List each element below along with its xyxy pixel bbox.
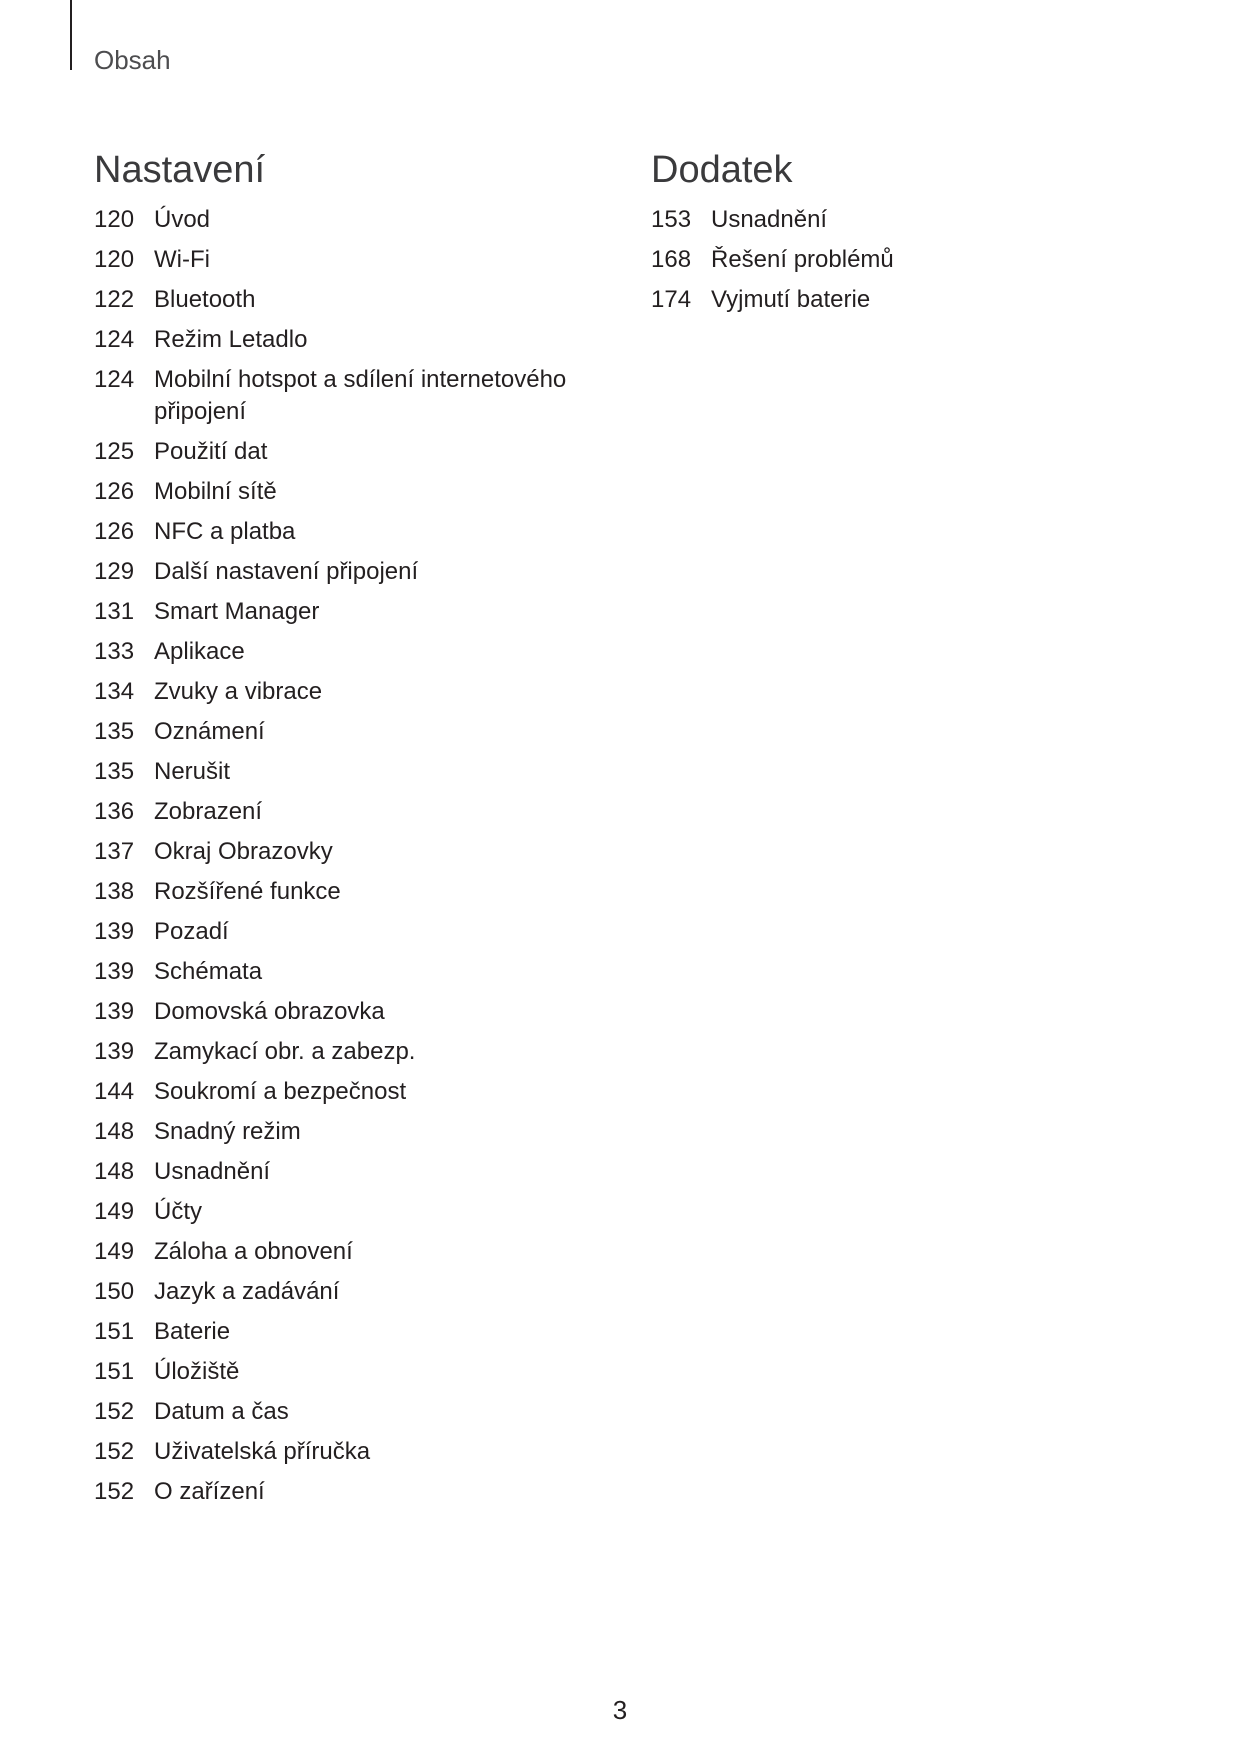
toc-entry[interactable]	[94, 676, 614, 716]
toc-entry-title: Oznámení	[154, 718, 265, 745]
toc-page-number: 149	[94, 1238, 135, 1265]
toc-entry-title: Soukromí a bezpečnost	[154, 1078, 407, 1105]
toc-entry[interactable]	[94, 596, 614, 636]
toc-entry[interactable]	[94, 1316, 614, 1356]
toc-entry-title: Účty	[154, 1198, 202, 1225]
toc-entry-title: Řešení problémů	[711, 246, 894, 273]
toc-entry[interactable]	[94, 996, 614, 1036]
section-dodatek	[651, 146, 1131, 324]
toc-entry[interactable]	[94, 364, 614, 436]
toc-entry-title: Záloha a obnovení	[154, 1238, 353, 1265]
toc-page-number: 151	[94, 1318, 135, 1345]
toc-entry-title: Režim Letadlo	[154, 326, 308, 353]
toc-entry-title: Nerušit	[154, 758, 231, 785]
toc-page-number: 135	[94, 758, 135, 785]
toc-page-number: 152	[94, 1438, 135, 1465]
toc-entry[interactable]	[94, 1436, 614, 1476]
toc-page-number: 124	[94, 366, 135, 393]
toc-page-number: 125	[94, 438, 135, 465]
toc-entry-title: NFC a platba	[154, 518, 296, 545]
toc-entry[interactable]	[94, 204, 614, 244]
toc-entry[interactable]	[94, 796, 614, 836]
toc-entry-title: Usnadnění	[711, 206, 828, 233]
toc-entry[interactable]	[94, 324, 614, 364]
toc-entry[interactable]	[651, 204, 1131, 244]
toc-entry-title: Domovská obrazovka	[154, 998, 385, 1025]
toc-entry-title: Použití dat	[154, 438, 268, 465]
toc-entry[interactable]	[94, 836, 614, 876]
toc-entry[interactable]	[94, 876, 614, 916]
toc-entry[interactable]	[651, 244, 1131, 284]
section-title: Dodatek	[651, 149, 793, 191]
toc-entry-title: Úložiště	[154, 1358, 240, 1385]
toc-entry[interactable]	[94, 516, 614, 556]
toc-entry[interactable]	[94, 956, 614, 996]
toc-entry[interactable]	[94, 1356, 614, 1396]
toc-page-number: 129	[94, 558, 135, 585]
toc-page-number: 150	[94, 1278, 135, 1305]
toc-entry-title: Mobilní sítě	[154, 478, 277, 505]
toc-entry[interactable]	[94, 284, 614, 324]
toc-page-number: 148	[94, 1158, 135, 1185]
toc-list	[94, 204, 614, 1516]
toc-entry-title: Baterie	[154, 1318, 231, 1345]
toc-entry[interactable]	[94, 1276, 614, 1316]
toc-entry[interactable]	[94, 476, 614, 516]
toc-entry[interactable]	[94, 1196, 614, 1236]
toc-entry-title: Schémata	[154, 958, 263, 985]
toc-entry-title: Mobilní hotspot a sdílení internetového připojení	[154, 366, 567, 425]
toc-entry-title: Vyjmutí baterie	[711, 286, 871, 313]
toc-entry-title: Zvuky a vibrace	[154, 678, 323, 705]
toc-entry[interactable]	[94, 1156, 614, 1196]
toc-entry[interactable]	[94, 1236, 614, 1276]
toc-page-number: 139	[94, 958, 135, 985]
toc-page-number: 120	[94, 206, 135, 233]
toc-entry-title: Zobrazení	[154, 798, 263, 825]
toc-page-number: 122	[94, 286, 135, 313]
toc-entry[interactable]	[94, 244, 614, 284]
toc-page-number: 152	[94, 1398, 135, 1425]
toc-entry-title: Rozšířené funkce	[154, 878, 341, 905]
toc-page-number: 135	[94, 718, 135, 745]
toc-entry-title: Okraj Obrazovky	[154, 838, 333, 865]
section-nastaveni	[94, 146, 614, 1516]
toc-page-number: 153	[651, 206, 692, 233]
toc-page-number: 168	[651, 246, 692, 273]
toc-entry-title: Smart Manager	[154, 598, 320, 625]
toc-entry-title: Snadný režim	[154, 1118, 301, 1145]
section-title: Nastavení	[94, 149, 266, 191]
toc-entry-title: Pozadí	[154, 918, 229, 945]
toc-entry[interactable]	[94, 716, 614, 756]
toc-entry[interactable]	[94, 556, 614, 596]
toc-entry-title: Usnadnění	[154, 1158, 271, 1185]
toc-entry[interactable]	[94, 1076, 614, 1116]
toc-entry-title: Další nastavení připojení	[154, 558, 419, 585]
toc-entry-title: Datum a čas	[154, 1398, 289, 1425]
toc-entry[interactable]	[94, 1116, 614, 1156]
header-label: Obsah	[94, 45, 171, 75]
toc-entry-title: Zamykací obr. a zabezp.	[154, 1038, 416, 1065]
toc-entry[interactable]	[651, 284, 1131, 324]
toc-list	[651, 204, 1131, 324]
toc-entry-title: Wi-Fi	[154, 246, 210, 273]
toc-entry[interactable]	[94, 756, 614, 796]
toc-entry[interactable]	[94, 436, 614, 476]
toc-entry[interactable]	[94, 636, 614, 676]
toc-entry-title: Úvod	[154, 206, 211, 233]
toc-page-number: 126	[94, 478, 135, 505]
toc-page-number: 120	[94, 246, 135, 273]
toc-entry[interactable]	[94, 1396, 614, 1436]
toc-entry-title: Uživatelská příručka	[154, 1438, 371, 1465]
toc-entry-title: Bluetooth	[154, 286, 256, 313]
toc-page-number: 136	[94, 798, 135, 825]
toc-page-number: 134	[94, 678, 135, 705]
toc-page-number: 151	[94, 1358, 135, 1385]
toc-entry[interactable]	[94, 1036, 614, 1076]
toc-page-number: 174	[651, 286, 692, 313]
page-number: 3	[612, 1695, 628, 1725]
toc-entry[interactable]	[94, 1476, 614, 1516]
toc-page-number: 133	[94, 638, 135, 665]
toc-page-number: 139	[94, 918, 135, 945]
toc-page-number: 126	[94, 518, 135, 545]
toc-entry-title: Aplikace	[154, 638, 245, 665]
toc-page-number: 148	[94, 1118, 135, 1145]
toc-page-number: 131	[94, 598, 135, 625]
toc-entry[interactable]	[94, 916, 614, 956]
toc-page-number: 149	[94, 1198, 135, 1225]
toc-page-number: 137	[94, 838, 135, 865]
toc-page-number: 124	[94, 326, 135, 353]
toc-entry-title: O zařízení	[154, 1478, 265, 1505]
toc-page-number: 139	[94, 1038, 135, 1065]
toc-page-number: 139	[94, 998, 135, 1025]
toc-entry-title: Jazyk a zadávání	[154, 1278, 340, 1305]
header-rule	[70, 0, 72, 70]
toc-page-number: 152	[94, 1478, 135, 1505]
toc-page-number: 138	[94, 878, 135, 905]
toc-page-number: 144	[94, 1078, 135, 1105]
